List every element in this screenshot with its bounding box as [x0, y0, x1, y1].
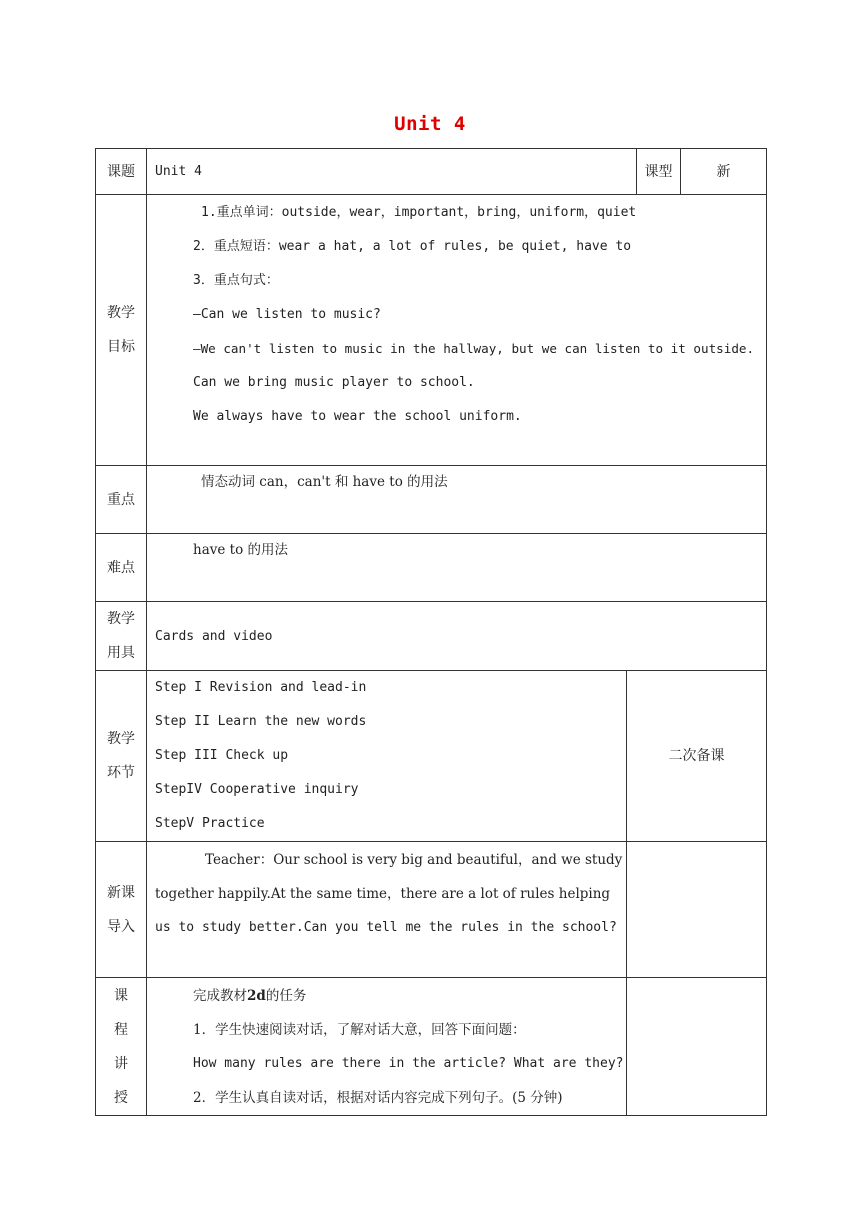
- objectives-label-line-2: 目标: [107, 339, 135, 355]
- lesson-type-label: 课型: [637, 149, 681, 195]
- objectives-row: [96, 195, 767, 466]
- objective-line: We always have to wear the school uniform.: [193, 409, 522, 424]
- difficulty-text: have to 的用法: [193, 542, 288, 558]
- objective-line: —Can we listen to music?: [193, 307, 381, 322]
- key-point-label: 重点: [96, 466, 147, 534]
- aids-row: [96, 602, 767, 671]
- objective-line: 1.重点单词：outside，wear，important，bring，uniform，quiet: [201, 205, 637, 220]
- second-prep-note: 二次备课: [627, 671, 767, 842]
- objective-line: —We can't listen to music in the hallway, but we can listen to it outside.: [193, 341, 755, 356]
- key-point-content: [147, 466, 767, 534]
- objective-line: Can we bring music player to school.: [193, 375, 475, 390]
- intro-line: us to study better.Can you tell me the rules in the school?: [155, 920, 617, 935]
- intro-label-line-1: 新课: [107, 884, 135, 901]
- intro-content: [147, 842, 627, 978]
- difficulty-content: [147, 534, 767, 602]
- lecture-side-cell: [627, 978, 767, 1116]
- aids-label-line-2: 用具: [107, 645, 135, 661]
- key-point-text: 情态动词 can，can't 和 have to 的用法: [201, 474, 448, 490]
- key-point-row: [96, 466, 767, 534]
- objectives-label-line-1: 教学: [107, 305, 135, 321]
- aids-label: [96, 602, 147, 671]
- steps-content: [147, 671, 627, 842]
- lecture-row: [96, 978, 767, 1116]
- lecture-line: 2．学生认真自读对话，根据对话内容完成下列句子。(5 分钟): [193, 1090, 563, 1106]
- intro-line: Teacher：Our school is very big and beautiful，and we study: [205, 852, 623, 868]
- lecture-label-char: 课: [114, 988, 128, 1004]
- objectives-label: [96, 195, 147, 466]
- lecture-line: 1．学生快速阅读对话，了解对话大意，回答下面问题：: [193, 1022, 526, 1038]
- lecture-heading-suffix: 的任务: [265, 988, 307, 1004]
- step-item: Step III Check up: [155, 748, 289, 763]
- intro-side-cell: [627, 842, 767, 978]
- step-item: StepIV Cooperative inquiry: [155, 782, 359, 797]
- lecture-label: [96, 978, 147, 1116]
- lecture-line: How many rules are there in the article? What are they?: [193, 1056, 624, 1071]
- lesson-plan-table: [95, 148, 767, 1116]
- lecture-content: [147, 978, 627, 1116]
- intro-label: [96, 842, 147, 978]
- lecture-label-char: 讲: [114, 1056, 128, 1072]
- topic-value: Unit 4: [147, 149, 637, 195]
- aids-content: Cards and video: [147, 602, 767, 671]
- step-item: Step II Learn the new words: [155, 714, 367, 729]
- topic-row: [96, 149, 767, 195]
- steps-label-line-2: 环节: [107, 765, 135, 781]
- steps-row: [96, 671, 767, 842]
- lecture-heading-prefix: 完成教材: [193, 988, 247, 1004]
- intro-label-line-2: 导入: [107, 918, 135, 935]
- topic-label: 课题: [96, 149, 147, 195]
- intro-row: [96, 842, 767, 978]
- aids-label-line-1: 教学: [107, 611, 135, 627]
- step-item: Step I Revision and lead-in: [155, 680, 367, 695]
- steps-label: [96, 671, 147, 842]
- objective-line: 3．重点句式：: [193, 273, 279, 288]
- objective-line: 2．重点短语：wear a hat, a lot of rules, be quiet, have to: [193, 239, 632, 254]
- lesson-type-value: 新: [681, 149, 767, 195]
- difficulty-label: 难点: [96, 534, 147, 602]
- intro-line: together happily.At the same time，there are a lot of rules helping: [155, 886, 611, 902]
- difficulty-row: [96, 534, 767, 602]
- lecture-label-char: 程: [114, 1022, 128, 1038]
- objectives-content: [147, 195, 767, 466]
- lecture-label-char: 授: [114, 1090, 128, 1106]
- lecture-heading-bold: 2d: [247, 988, 266, 1004]
- steps-label-line-1: 教学: [107, 731, 135, 747]
- page-title: Unit 4: [394, 113, 466, 135]
- lecture-heading: [155, 979, 626, 1013]
- step-item: StepV Practice: [155, 816, 265, 831]
